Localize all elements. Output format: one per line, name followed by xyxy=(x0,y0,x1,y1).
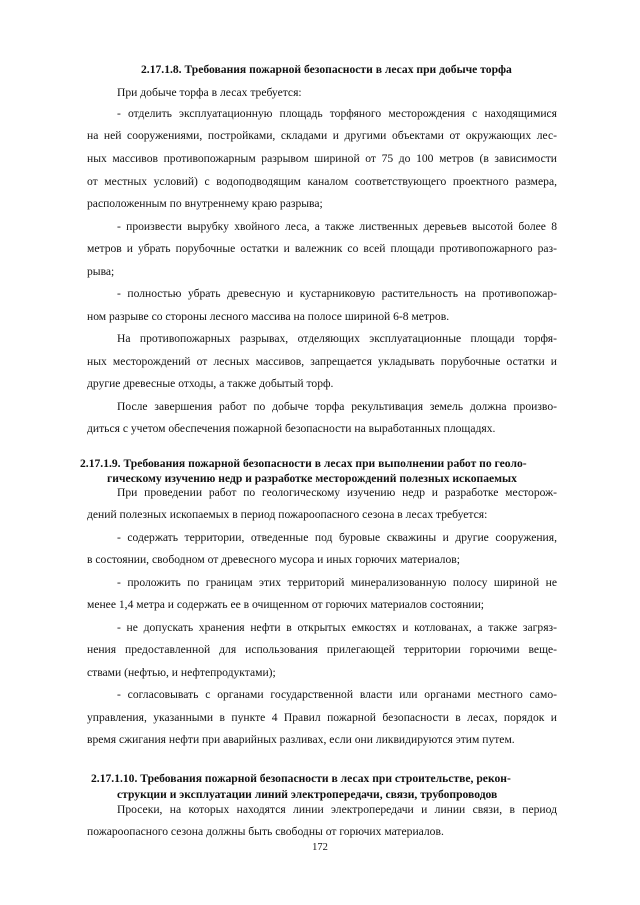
section-heading-line: струкции и эксплуатации линий электропередачи, связи, трубопроводов xyxy=(117,788,498,801)
paragraph-line: менее 1,4 метра и содержать ее в очищенном от горючих материалов состоянии; xyxy=(87,598,485,611)
paragraph-line: другие древесные отходы, а также добытый торф. xyxy=(87,377,334,390)
paragraph-line: Просеки, на которых находятся линии электропередачи и линии связи, в период xyxy=(117,803,557,816)
paragraph-line: рыва; xyxy=(87,265,115,278)
paragraph-line: На противопожарных разрывах, отделяющих эксплуатационные площади торфя- xyxy=(117,332,557,345)
section-heading-line: гическому изучению недр и разработке месторождений полезных ископаемых xyxy=(107,472,517,485)
paragraph-line: - проложить по границам этих территорий минерализованную полосу шириной не xyxy=(117,576,557,589)
paragraph-line: ствами (нефтью, и нефтепродуктами); xyxy=(87,666,276,679)
paragraph-line: ных месторождений от лесных массивов, запрещается укладывать порубочные остатки и xyxy=(87,355,557,368)
paragraph-line: - не допускать хранения нефти в открытых емкостях и котлованах, а также загряз- xyxy=(117,621,557,634)
paragraph-line: ном разрыве со стороны лесного массива на полосе шириной 6-8 метров. xyxy=(87,310,450,323)
paragraph-line: При проведении работ по геологическому изучению недр и разработке месторож- xyxy=(117,486,557,499)
paragraph-line: диться с учетом обеспечения пожарной безопасности на выработанных площадях. xyxy=(87,422,496,435)
paragraph-line: нения предоставленной для использования прилегающей территории горючими веще- xyxy=(87,643,557,656)
paragraph-line: дений полезных ископаемых в период пожароопасного сезона в лесах требуется: xyxy=(87,508,488,521)
paragraph-line: на ней сооружениями, постройками, складами и другими объектами от окружающих лес- xyxy=(87,129,557,142)
paragraph-line: управления, указанными в пункте 4 Правил пожарной безопасности в лесах, порядок и xyxy=(87,711,557,724)
section-heading: 2.17.1.8. Требования пожарной безопасности в лесах при добыче торфа xyxy=(141,63,512,76)
page-number: 172 xyxy=(312,842,328,853)
paragraph-line: расположенным по внутреннему краю разрыва; xyxy=(87,197,323,210)
paragraph-line: - отделить эксплуатационную площадь торфяного месторождения с находящимися xyxy=(117,107,557,120)
section-heading-line: 2.17.1.9. Требования пожарной безопасности в лесах при выполнении работ по геоло- xyxy=(80,457,527,470)
paragraph-line: - содержать территории, отведенные под буровые скважины и другие сооружения, xyxy=(117,531,557,544)
paragraph-line: После завершения работ по добыче торфа рекультивация земель должна произво- xyxy=(117,400,557,413)
paragraph-line: - полностью убрать древесную и кустарниковую растительность на противопожар- xyxy=(117,287,557,300)
paragraph-line: ных массивов противопожарным разрывом шириной от 75 до 100 метров (в зависимости xyxy=(87,152,557,165)
paragraph-line: время сжигания нефти при аварийных разливах, если они ликвидируются этим путем. xyxy=(87,733,515,746)
paragraph-line: пожароопасного сезона должны быть свободны от горючих материалов. xyxy=(87,825,444,838)
paragraph-line: от местных условий) с водоподводящим каналом соответствующего проектного размера, xyxy=(87,175,557,188)
paragraph-line: При добыче торфа в лесах требуется: xyxy=(117,86,302,99)
paragraph-line: - произвести вырубку хвойного леса, а также лиственных деревьев высотой более 8 xyxy=(117,220,557,233)
section-heading-line: 2.17.1.10. Требования пожарной безопасности в лесах при строительстве, рекон- xyxy=(91,772,511,785)
paragraph-line: метров и убрать порубочные остатки и валежник со всей площади противопожарного раз- xyxy=(87,242,557,255)
paragraph-line: в состоянии, свободном от древесного мусора и иных горючих материалов; xyxy=(87,553,460,566)
paragraph-line: - согласовывать с органами государственной власти или органами местного само- xyxy=(117,688,557,701)
